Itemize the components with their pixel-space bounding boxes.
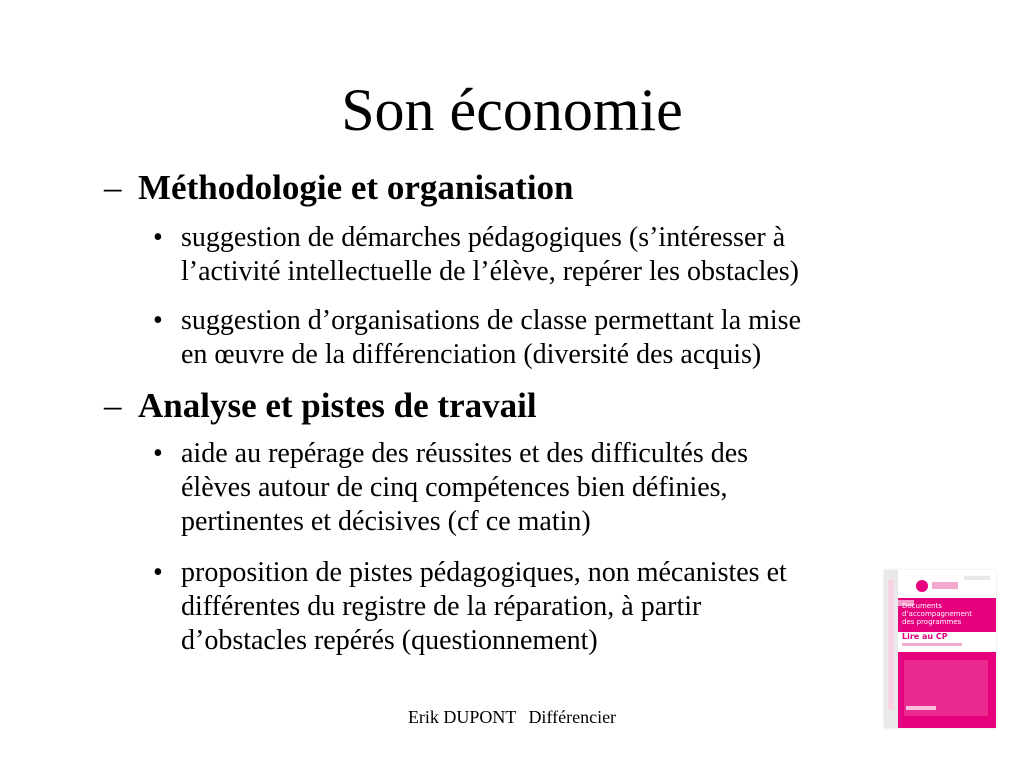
- bullet-line: suggestion de démarches pédagogiques (s’intéresser à: [181, 222, 786, 253]
- bullet-line: en œuvre de la différenciation (diversité des acquis): [181, 339, 762, 370]
- bullet-line: aide au repérage des réussites et des difficultés des: [181, 438, 749, 469]
- bullet-marker: •: [153, 222, 163, 253]
- section-heading-analyse: [104, 386, 537, 426]
- section-heading-methodologie: [104, 168, 574, 208]
- bullet-line: élèves autour de cinq compétences bien définies,: [181, 472, 728, 503]
- footer-topic: Différencier: [528, 707, 617, 727]
- dash-marker: –: [104, 168, 122, 207]
- bullet-line: pertinentes et décisives (cf ce matin): [181, 506, 591, 537]
- cover-subject-subline: [902, 643, 962, 646]
- book-spine: [884, 570, 898, 728]
- footer-author: Erik DUPONT: [407, 707, 517, 727]
- section-heading-text: Méthodologie et organisation: [138, 168, 574, 207]
- bullet-line: d’obstacles repérés (questionnement): [181, 625, 598, 656]
- book-front: [898, 570, 996, 728]
- cover-heading: Documents d’accompagnement des programmes: [902, 602, 972, 626]
- bullet-item: [153, 437, 953, 539]
- cover-corner-mark: [964, 576, 990, 580]
- book-cover-image: [884, 570, 996, 728]
- section-heading-text: Analyse et pistes de travail: [138, 386, 537, 425]
- bullet-line: différentes du registre de la réparation, à partir: [181, 591, 702, 622]
- publisher-logo-text: [932, 582, 958, 589]
- bullet-marker: •: [153, 438, 163, 469]
- bullet-line: suggestion d’organisations de classe permettant la mise: [181, 305, 802, 336]
- spine-stripe: [888, 580, 894, 710]
- bullet-item: [153, 304, 953, 372]
- dash-marker: –: [104, 386, 122, 425]
- slide-title: Son économie: [341, 77, 683, 143]
- publisher-logo-icon: [916, 580, 928, 592]
- bullet-marker: •: [153, 557, 163, 588]
- cover-top-band: [898, 570, 996, 598]
- slide-footer: [0, 706, 1024, 728]
- bullet-item: [153, 556, 953, 658]
- cover-subject: Lire au CP: [902, 632, 948, 641]
- bullet-line: l’activité intellectuelle de l’élève, repérer les obstacles): [181, 256, 800, 287]
- bullet-line: proposition de pistes pédagogiques, non mécanistes et: [181, 557, 787, 588]
- bullet-marker: •: [153, 305, 163, 336]
- bullet-item: [153, 221, 953, 289]
